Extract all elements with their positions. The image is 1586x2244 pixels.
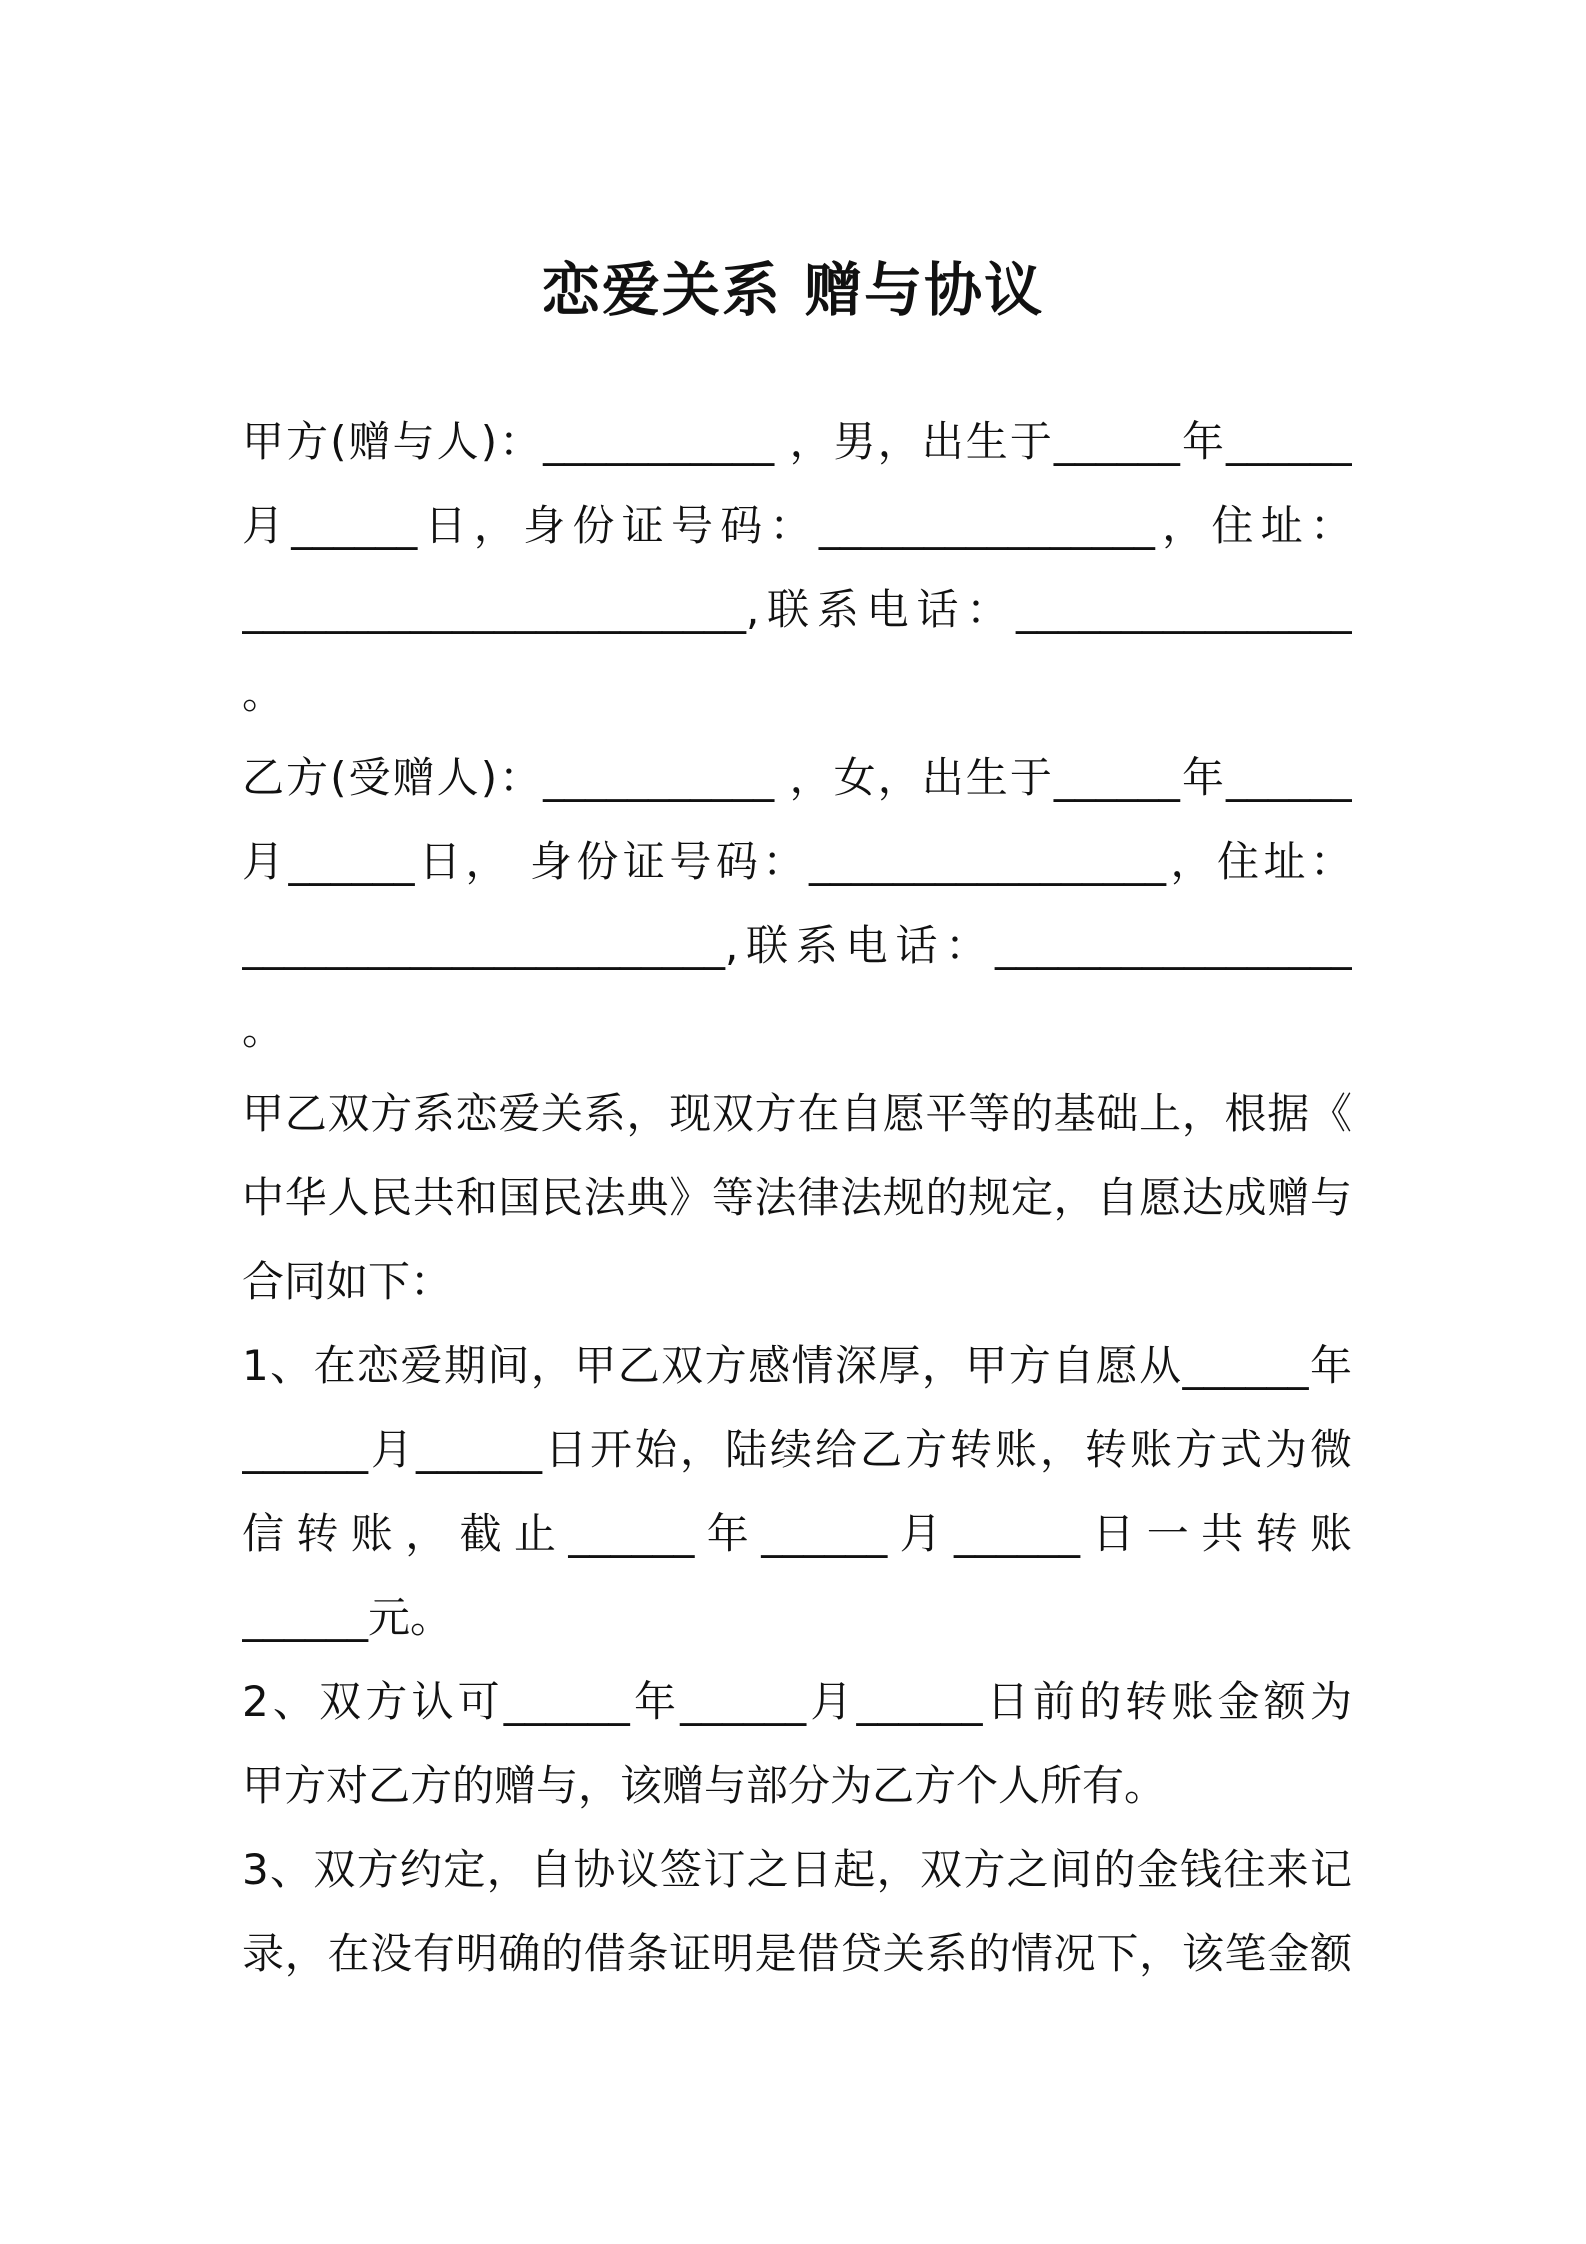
party-a-line-1: 甲方(赠与人)：___________ ，男，出生于______年______: [242, 417, 1352, 466]
preamble-line-1: 甲乙双方系恋爱关系，现双方在自愿平等的基础上，根据《: [242, 1089, 1352, 1138]
party-b-line-2: 月______日， 身份证号码：_________________，住址：: [242, 837, 1352, 886]
preamble-line-2: 中华人民共和国民法典》等法律法规的规定，自愿达成赠与: [242, 1173, 1352, 1222]
clause-1-line-3: 信转账，截止______年______月______日一共转账: [242, 1509, 1352, 1558]
preamble-line-3: 合同如下：: [242, 1257, 453, 1306]
clause-2-line-2: 甲方对乙方的赠与，该赠与部分为乙方个人所有。: [242, 1761, 1167, 1810]
clause-1-line-4: ______元。: [242, 1593, 453, 1642]
clause-3-line-2: 录，在没有明确的借条证明是借贷关系的情况下，该笔金额: [242, 1929, 1352, 1978]
party-b-line-1: 乙方(受赠人)：___________ ，女，出生于______年______: [242, 753, 1352, 802]
party-a-line-3: ________________________,联系电话：________________: [242, 585, 1352, 634]
clause-3-line-1: 3、双方约定，自协议签订之日起，双方之间的金钱往来记: [242, 1845, 1352, 1894]
party-b-line-3: _______________________,联系电话：_________________: [242, 921, 1352, 970]
party-b-line-4: 。: [242, 1005, 285, 1054]
clause-1-line-2: ______月______日开始，陆续给乙方转账，转账方式为微: [242, 1425, 1352, 1474]
clause-2-line-1: 2、双方认可______年______月______日前的转账金额为: [242, 1677, 1352, 1726]
document-title: 恋爱关系 赠与协议: [541, 256, 1045, 324]
party-a-line-2: 月______日，身份证号码：________________，住址：: [242, 501, 1352, 550]
party-a-line-4: 。: [242, 669, 285, 718]
clause-1-line-1: 1、在恋爱期间，甲乙双方感情深厚，甲方自愿从______年: [242, 1341, 1352, 1390]
